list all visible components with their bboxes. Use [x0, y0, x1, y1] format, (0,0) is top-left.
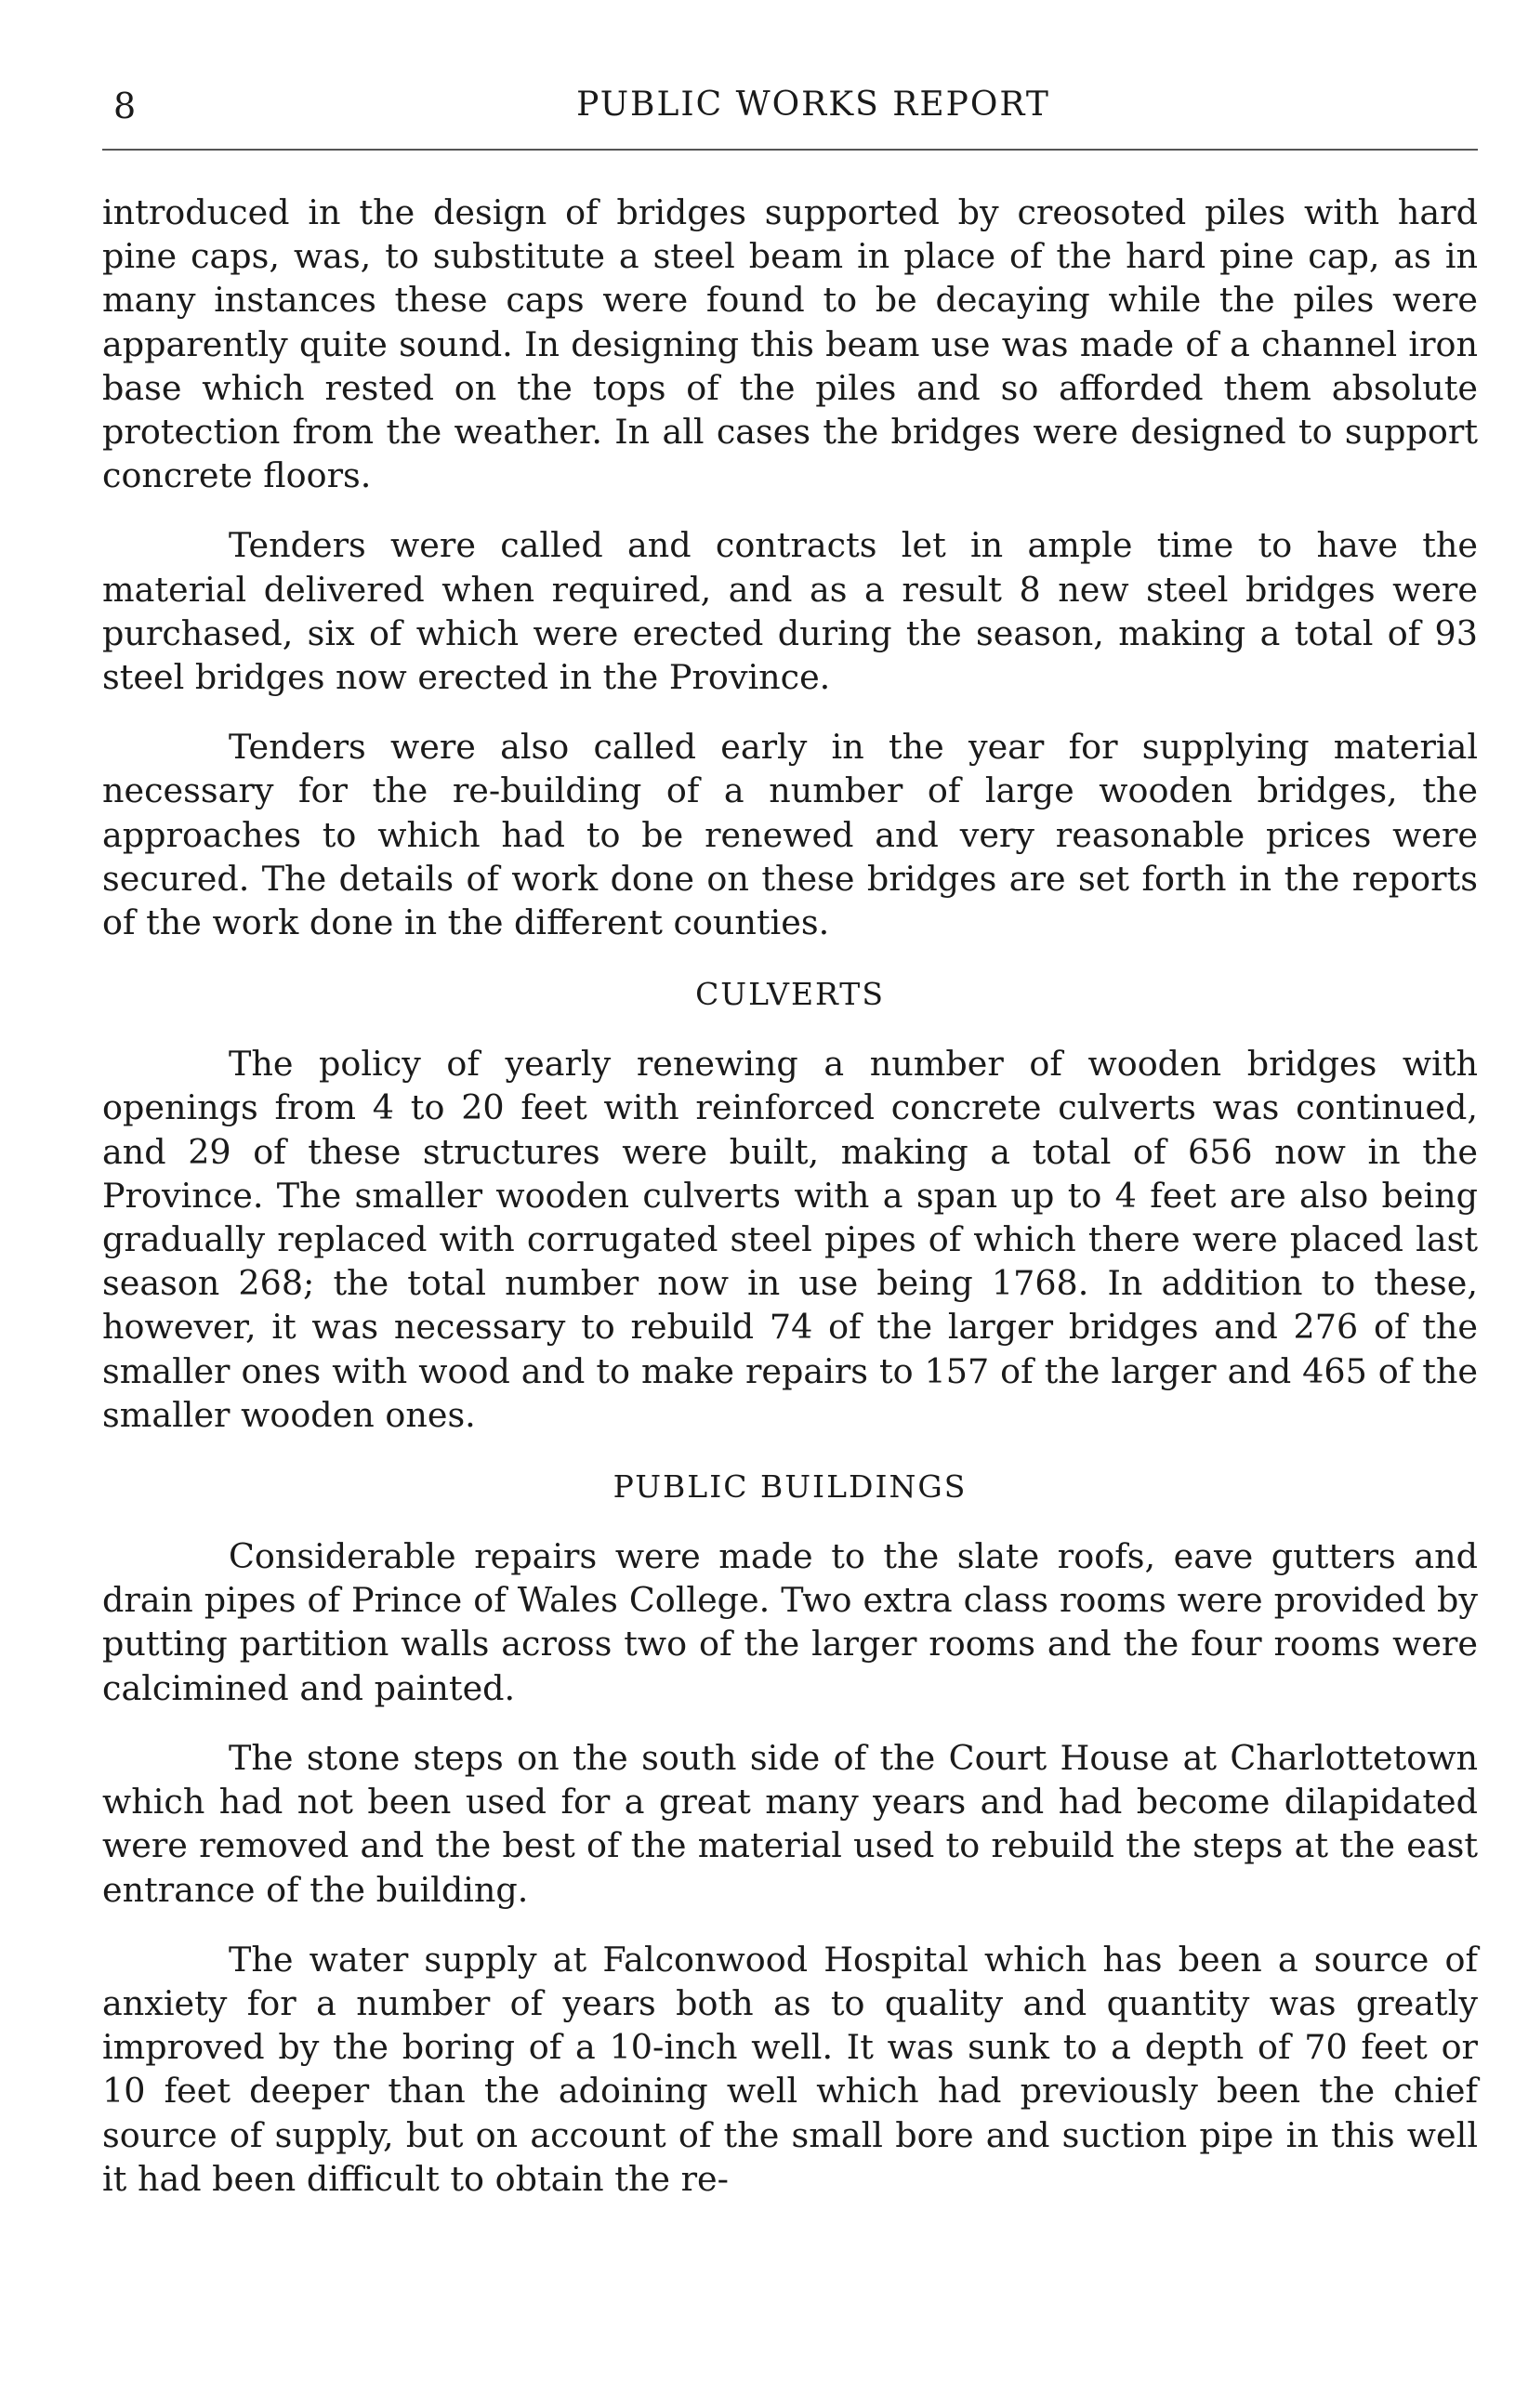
paragraph-bridge-design: introduced in the design of bridges supported by creosoted piles with hard pine caps, was, to substitute a steel beam in place of the hard pine cap, as in many instances these caps were found to be decaying while the piles were apparently quite sound. In designing this beam use was made of a channel iron base which rested on the tops of the piles and so afforded them absolute protection from the weather. In all cases the bridges were designed to support concrete floors.: [102, 192, 1478, 496]
paragraph-court-house-steps: The stone steps on the south side of the Court House at Charlottetown which had not been used for a great many years and had become dilapidated were removed and the best of the material used to rebuild the steps at the east entrance of the building.: [102, 1737, 1478, 1910]
running-title: PUBLIC WORKS REPORT: [576, 86, 1050, 124]
section-heading-culverts: CULVERTS: [695, 976, 885, 1013]
page-number: 8: [113, 86, 138, 126]
paragraph-steel-bridges: Tenders were called and contracts let in ample time to have the material delivered when required, and as a result 8 new steel bridges were purchased, six of which were erected during the season, making a total of 93 steel bridges now erected in the Province.: [102, 525, 1478, 698]
paragraph-college-repairs: Considerable repairs were made to the slate roofs, eave gutters and drain pipes of Prince of Wales College. Two extra class rooms were provided by putting partition walls across two of the larger rooms and the four rooms were calcimined and painted.: [102, 1536, 1478, 1708]
page-body: [102, 191, 1478, 2201]
paragraph-water-supply: The water supply at Falconwood Hospital which has been a source of anxiety for a number of years both as to quality and quantity was greatly improved by the boring of a 10-inch well. It was sunk to a depth of 70 feet or 10 feet deeper than the adoining well which had previously been the chief source of supply, but on account of the small bore and suction pipe in this well it had been difficult to obtain the re-: [102, 1939, 1478, 2199]
paragraph-culverts: The policy of yearly renewing a number of wooden bridges with openings from 4 to 20 feet with reinforced concrete culverts was continued, and 29 of these structures were built, making a total of 656 now in the Province. The smaller wooden culverts with a span up to 4 feet are also being gradually replaced with corrugated steel pipes of which there were placed last season 268; the total number now in use being 1768. In addition to these, however, it was necessary to rebuild 74 of the larger bridges and 276 of the smaller ones with wood and to make repairs to 157 of the larger and 465 of the smaller wooden ones.: [102, 1044, 1478, 1435]
section-heading-public-buildings: PUBLIC BUILDINGS: [613, 1468, 968, 1506]
page-header: [93, 86, 1478, 141]
paragraph-wooden-bridges: Tenders were also called early in the year for supplying material necessary for the re-building of a number of large wooden bridges, the approaches to which had to be renewed and very reasonable prices were secured. The details of work done on these bridges are set forth in the reports of the work done in the different counties.: [102, 727, 1478, 943]
header-rule: [102, 149, 1478, 151]
